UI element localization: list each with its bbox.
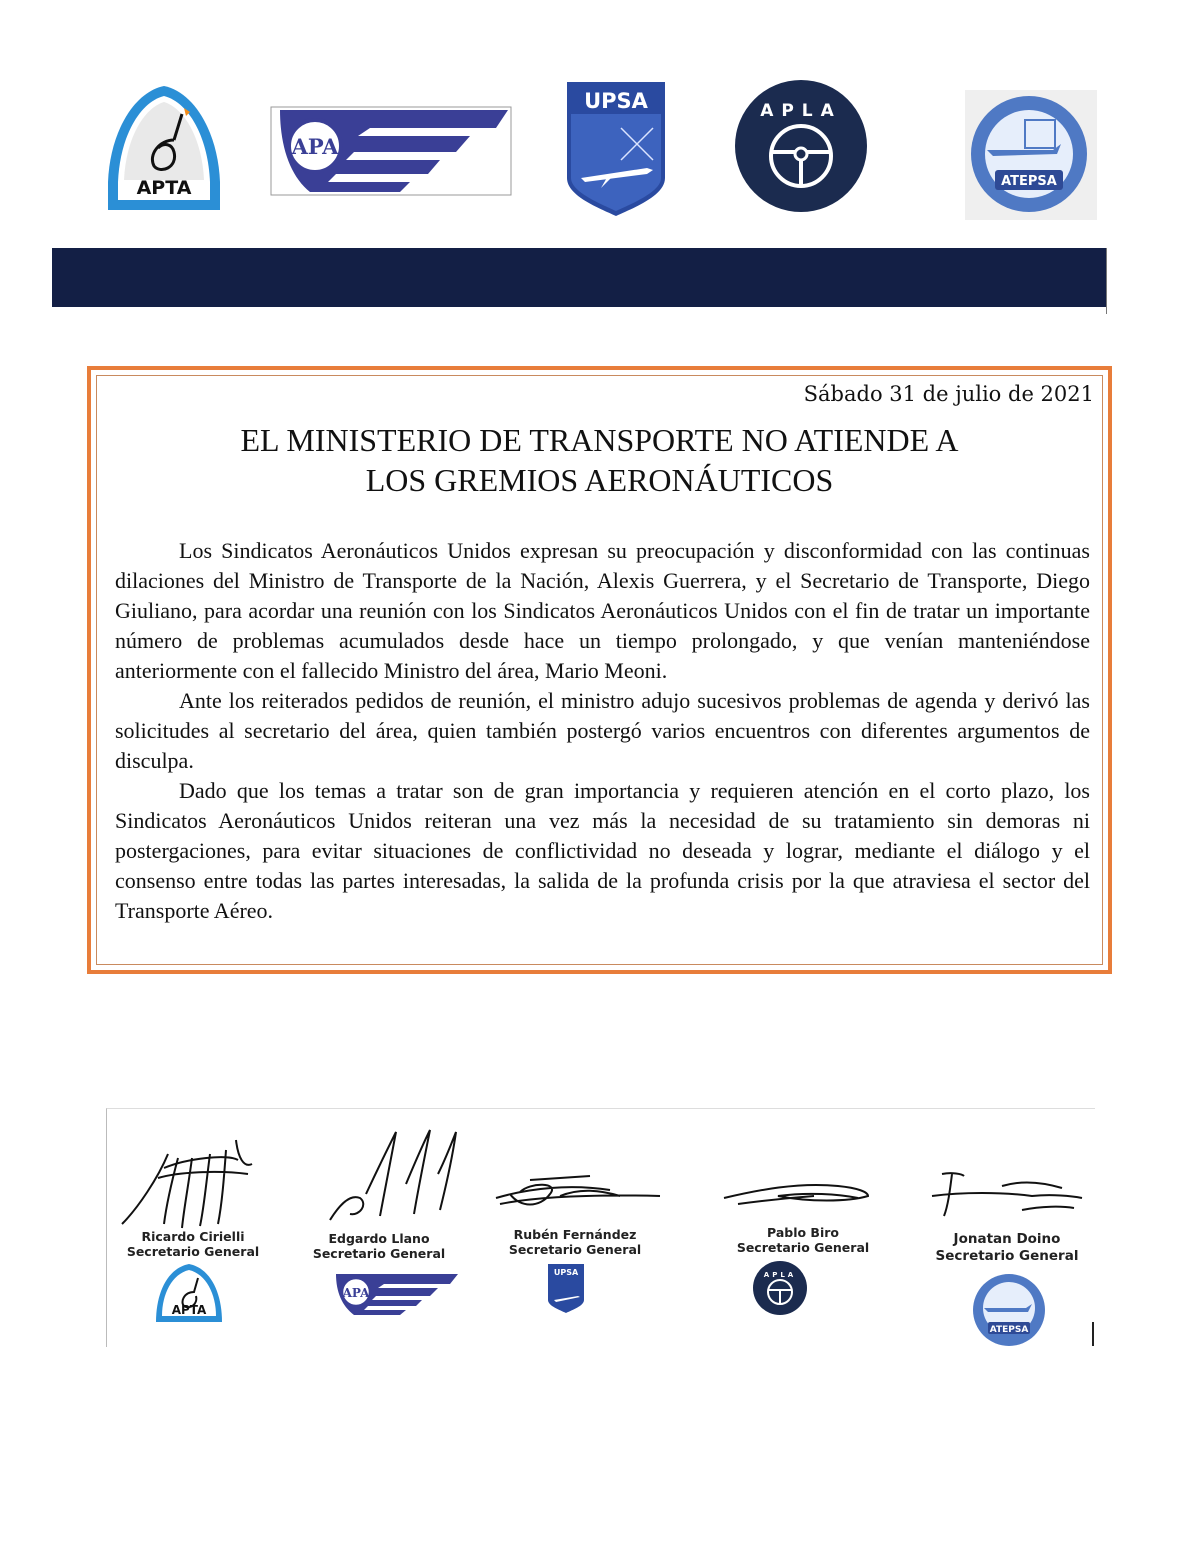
- svg-text:ATEPSA: ATEPSA: [989, 1325, 1029, 1335]
- signer-role: Secretario General: [935, 1248, 1079, 1264]
- signer-fernandez: [490, 1227, 660, 1257]
- upsa-small-logo: [546, 1262, 586, 1314]
- svg-text:APA: APA: [291, 134, 339, 159]
- signer-name: Rubén Fernández: [513, 1227, 637, 1242]
- signer-biro: [720, 1225, 886, 1255]
- paragraph-3: Dado que los temas a tratar son de gran importancia y requieren atención en el corto plazo, los Sindicatos Aeronáuticos Unidos reiteran una vez más la necesidad de su tratamiento sin demoras ni postergaciones, para evitar situaciones de conflictividad no deseada y lograr, mediante el diálogo y el consenso entre todas las partes interesadas, la salida de la profunda crisis por la que atraviesa el sector del Transporte Aéreo.: [115, 778, 1090, 923]
- signer-name: Edgardo Llano: [328, 1231, 430, 1246]
- atepsa-logo: [965, 90, 1097, 220]
- apla-logo: [733, 78, 869, 214]
- apla-small-logo: [752, 1260, 808, 1316]
- upsa-logo: [563, 78, 669, 218]
- svg-text:APLA: APLA: [760, 101, 842, 121]
- svg-text:APLA: APLA: [763, 1271, 797, 1279]
- signature-llano: [320, 1124, 470, 1224]
- paragraph-2: Ante los reiterados pedidos de reunión, el ministro adujo sucesivos problemas de agenda y derivó las solicitudes al secretario del área, quien también postergó varios encuentros con diferentes argumentos de disculpa.: [115, 688, 1090, 773]
- signature-fernandez: [490, 1168, 670, 1218]
- signer-role: Secretario General: [736, 1240, 870, 1255]
- signature-doino: [922, 1166, 1092, 1226]
- apta-small-logo: [154, 1262, 224, 1324]
- title-line-1: EL MINISTERIO DE TRANSPORTE NO ATIENDE A: [240, 422, 959, 458]
- svg-text:UPSA: UPSA: [584, 89, 648, 113]
- signer-name: Ricardo Cirielli: [141, 1229, 245, 1244]
- svg-text:ATEPSA: ATEPSA: [1001, 174, 1057, 189]
- signature-biro: [718, 1172, 878, 1212]
- svg-text:APTA: APTA: [171, 1303, 207, 1317]
- signer-llano: [296, 1231, 462, 1261]
- svg-text:APA: APA: [342, 1286, 370, 1300]
- signer-name: Jonatan Doino: [953, 1231, 1061, 1247]
- signer-name: Pablo Biro: [767, 1225, 839, 1240]
- statement-body: [115, 536, 1090, 926]
- header-band: [52, 248, 1106, 307]
- atepsa-small-logo: [964, 1268, 1054, 1346]
- paragraph-1: Los Sindicatos Aeronáuticos Unidos expresan su preocupación y disconformidad con las continuas dilaciones del Ministro de Transporte de la Nación, Alexis Guerrera, y el Secretario de Transporte, Diego Giuliano, para acordar una reunión con los Sindicatos Aeronáuticos Unidos con el fin de tratar un importante número de problemas acumulados desde hace un tiempo prolongado, y que venían manteniéndose anteriormente con el fallecido Ministro del área, Mario Meoni.: [115, 538, 1090, 683]
- signer-doino: [924, 1231, 1090, 1265]
- signature-block-edge: [1092, 1322, 1094, 1346]
- signer-role: Secretario General: [312, 1246, 446, 1261]
- signer-cirielli: [110, 1229, 276, 1259]
- signer-role: Secretario General: [126, 1244, 260, 1259]
- band-edge: [1106, 248, 1107, 314]
- svg-text:UPSA: UPSA: [553, 1268, 579, 1277]
- signature-cirielli: [118, 1128, 278, 1238]
- statement-date: Sábado 31 de julio de 2021: [803, 382, 1094, 406]
- statement-frame: [87, 366, 1112, 974]
- apa-logo: [270, 106, 512, 196]
- title-line-2: LOS GREMIOS AERONÁUTICOS: [365, 462, 834, 498]
- apa-small-logo: [330, 1272, 460, 1316]
- svg-text:APTA: APTA: [136, 177, 192, 199]
- apta-logo: [104, 82, 224, 214]
- statement-title: [91, 420, 1108, 500]
- signer-role: Secretario General: [508, 1242, 642, 1257]
